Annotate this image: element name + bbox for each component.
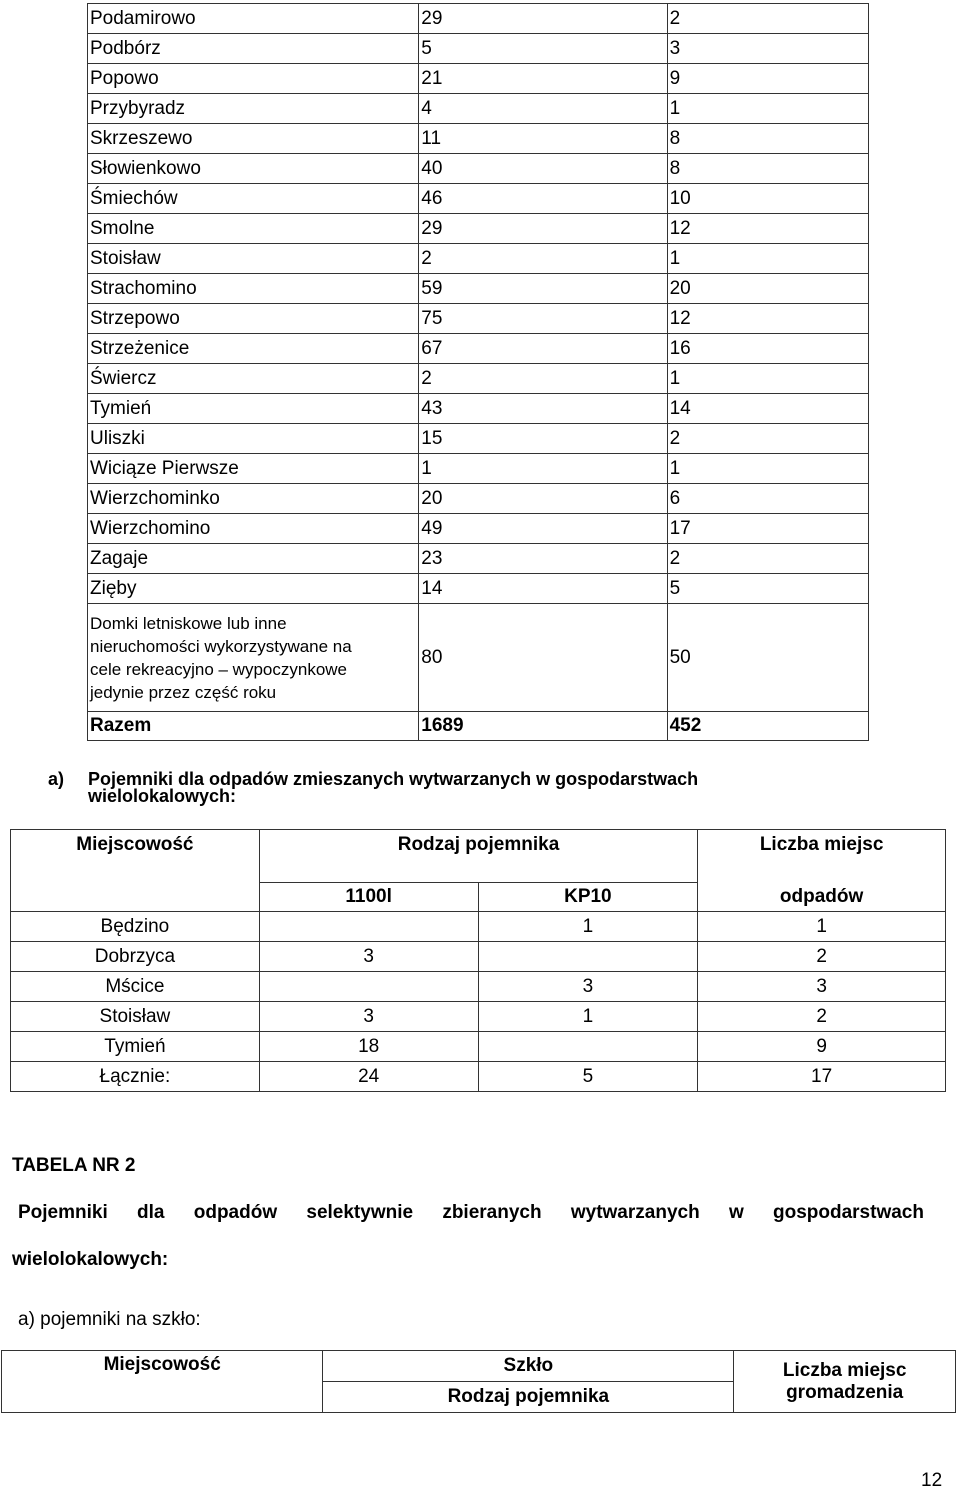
- table-row: [88, 574, 869, 604]
- table-row-domki: [88, 604, 869, 712]
- total-value-1: 1689: [419, 712, 667, 741]
- value-col2: 12: [667, 214, 868, 244]
- table-row: [88, 544, 869, 574]
- description-word: dla: [137, 1202, 165, 1223]
- t3-header-rodzaj: Rodzaj pojemnika: [323, 1382, 734, 1413]
- table-row: [88, 334, 869, 364]
- description-word: w: [728, 1202, 744, 1223]
- domki-value-1: 80: [419, 604, 667, 712]
- locality-name: Strachomino: [88, 274, 419, 304]
- locality-name: Słowienkowo: [88, 154, 419, 184]
- value-col2: 2: [667, 424, 868, 454]
- table-row: [88, 154, 869, 184]
- domki-line4: jedynie przez część roku: [90, 682, 277, 702]
- value-col1: 40: [419, 154, 667, 184]
- table-row: [88, 64, 869, 94]
- value-col1: 14: [419, 574, 667, 604]
- count-kp10: 5: [478, 1062, 698, 1092]
- count-places: 1: [698, 912, 946, 942]
- value-col1: 11: [419, 124, 667, 154]
- table-row: [88, 304, 869, 334]
- description-line-2: wielolokalowych:: [12, 1249, 169, 1270]
- value-col2: 9: [667, 64, 868, 94]
- value-col1: 1: [419, 454, 667, 484]
- locality-name: Stoisław: [11, 1002, 260, 1032]
- table-row: [88, 394, 869, 424]
- count-1100l: [259, 912, 478, 942]
- section-a-line2: wielolokalowych:: [88, 786, 237, 806]
- total-label: Razem: [88, 712, 419, 741]
- locality-name: Tymień: [11, 1032, 260, 1062]
- table-row: [88, 484, 869, 514]
- table-row: [88, 94, 869, 124]
- table-row: [88, 514, 869, 544]
- header-miejscowosc: Miejscowość: [11, 830, 260, 883]
- table-row: [11, 912, 946, 942]
- glass-containers-table: [1, 1350, 956, 1413]
- table-row: [11, 972, 946, 1002]
- count-1100l: 24: [259, 1062, 478, 1092]
- domki-line1: Domki letniskowe lub inne: [90, 613, 287, 633]
- t3-header-liczba: [734, 1351, 956, 1413]
- value-col1: 5: [419, 34, 667, 64]
- description-line-1: [18, 1202, 924, 1224]
- value-col2: 5: [667, 574, 868, 604]
- tabela-nr-heading: TABELA NR 2: [12, 1155, 136, 1176]
- description-word: gospodarstwach: [773, 1202, 924, 1223]
- table-row: [88, 124, 869, 154]
- t3-header-szklo: Szkło: [323, 1351, 734, 1382]
- count-kp10: [478, 1032, 698, 1062]
- count-kp10: [478, 942, 698, 972]
- value-col1: 2: [419, 364, 667, 394]
- value-col1: 43: [419, 394, 667, 424]
- locality-name: Strzepowo: [88, 304, 419, 334]
- value-col2: 17: [667, 514, 868, 544]
- locality-name: Wiciąze Pierwsze: [88, 454, 419, 484]
- value-col2: 3: [667, 34, 868, 64]
- value-col2: 1: [667, 364, 868, 394]
- value-col2: 1: [667, 244, 868, 274]
- table2-header-row-1: [11, 830, 946, 883]
- count-1100l: 3: [259, 942, 478, 972]
- value-col2: 6: [667, 484, 868, 514]
- domki-line2: nieruchomości wykorzystywane na: [90, 636, 352, 656]
- domki-value-2: 50: [667, 604, 868, 712]
- table-row: [88, 424, 869, 454]
- header-kp10: KP10: [478, 883, 698, 912]
- locality-name: Wierzchominko: [88, 484, 419, 514]
- value-col2: 1: [667, 94, 868, 124]
- t3-liczba-line2: gromadzenia: [786, 1381, 904, 1403]
- value-col1: 4: [419, 94, 667, 124]
- table-row: [88, 454, 869, 484]
- table-row: [88, 244, 869, 274]
- table-row: [88, 184, 869, 214]
- value-col1: 49: [419, 514, 667, 544]
- value-col2: 12: [667, 304, 868, 334]
- mixed-waste-containers-table: [10, 829, 946, 1092]
- value-col1: 29: [419, 4, 667, 34]
- value-col2: 1: [667, 454, 868, 484]
- locality-name: Zagaje: [88, 544, 419, 574]
- table-row: [88, 364, 869, 394]
- count-kp10: 1: [478, 1002, 698, 1032]
- table-row: [88, 214, 869, 244]
- locality-name: Strzeżenice: [88, 334, 419, 364]
- description-word: wytwarzanych: [570, 1202, 700, 1223]
- locality-name: Śmiechów: [88, 184, 419, 214]
- locality-name: Dobrzyca: [11, 942, 260, 972]
- description-word: zbieranych: [442, 1202, 542, 1223]
- locality-name: Wierzchomino: [88, 514, 419, 544]
- locality-name: Tymień: [88, 394, 419, 424]
- value-col1: 23: [419, 544, 667, 574]
- domki-label: [88, 604, 419, 712]
- total-value-2: 452: [667, 712, 868, 741]
- count-1100l: 3: [259, 1002, 478, 1032]
- count-1100l: [259, 972, 478, 1002]
- count-1100l: 18: [259, 1032, 478, 1062]
- section-a-heading: [48, 771, 698, 805]
- value-col1: 29: [419, 214, 667, 244]
- value-col2: 2: [667, 4, 868, 34]
- subsection-glass: a) pojemniki na szkło:: [18, 1309, 201, 1330]
- header-empty-cell: [11, 883, 260, 912]
- count-places: 9: [698, 1032, 946, 1062]
- count-places: 3: [698, 972, 946, 1002]
- header-odpadow: odpadów: [698, 883, 946, 912]
- t3-header-miejscowosc: Miejscowość: [2, 1351, 323, 1413]
- table2-header-row-2: [11, 883, 946, 912]
- count-places: 2: [698, 1002, 946, 1032]
- description-word: selektywnie: [306, 1202, 414, 1223]
- locality-name: Stoisław: [88, 244, 419, 274]
- count-kp10: 3: [478, 972, 698, 1002]
- locality-name: Skrzeszewo: [88, 124, 419, 154]
- value-col1: 15: [419, 424, 667, 454]
- locality-name: Przybyradz: [88, 94, 419, 124]
- locality-name: Popowo: [88, 64, 419, 94]
- value-col1: 46: [419, 184, 667, 214]
- value-col1: 67: [419, 334, 667, 364]
- value-col1: 21: [419, 64, 667, 94]
- table-row-total: [88, 712, 869, 741]
- value-col2: 16: [667, 334, 868, 364]
- table-row: [88, 4, 869, 34]
- locality-name: Będzino: [11, 912, 260, 942]
- table-row: [11, 1002, 946, 1032]
- header-rodzaj-pojemnika: Rodzaj pojemnika: [259, 830, 697, 883]
- value-col1: 20: [419, 484, 667, 514]
- locality-name: Podbórz: [88, 34, 419, 64]
- table3-header-row-1: [2, 1351, 956, 1382]
- section-a-label: a): [48, 769, 65, 789]
- table-row: [11, 1032, 946, 1062]
- count-places: 2: [698, 942, 946, 972]
- value-col1: 59: [419, 274, 667, 304]
- count-kp10: 1: [478, 912, 698, 942]
- t3-liczba-line1: Liczba miejsc: [782, 1359, 907, 1381]
- waste-table-localities: [87, 3, 869, 741]
- value-col2: 20: [667, 274, 868, 304]
- table-row: [88, 34, 869, 64]
- table-row: [11, 1062, 946, 1092]
- description-word: odpadów: [193, 1202, 278, 1223]
- table-row: [88, 274, 869, 304]
- description-word: Pojemniki: [18, 1202, 108, 1223]
- value-col2: 2: [667, 544, 868, 574]
- locality-name: Podamirowo: [88, 4, 419, 34]
- domki-line3: cele rekreacyjno – wypoczynkowe: [90, 659, 348, 679]
- table-row: [11, 942, 946, 972]
- header-liczba-miejsc: Liczba miejsc: [698, 830, 946, 883]
- header-1100l: 1100l: [259, 883, 478, 912]
- page-number: 12: [921, 1470, 943, 1491]
- locality-name: Zięby: [88, 574, 419, 604]
- value-col2: 14: [667, 394, 868, 424]
- locality-name: Świercz: [88, 364, 419, 394]
- value-col1: 75: [419, 304, 667, 334]
- value-col2: 10: [667, 184, 868, 214]
- value-col2: 8: [667, 124, 868, 154]
- value-col1: 2: [419, 244, 667, 274]
- value-col2: 8: [667, 154, 868, 184]
- locality-name: Uliszki: [88, 424, 419, 454]
- locality-name: Łącznie:: [11, 1062, 260, 1092]
- locality-name: Mścice: [11, 972, 260, 1002]
- count-places: 17: [698, 1062, 946, 1092]
- section-a-line1: Pojemniki dla odpadów zmieszanych wytwarzanych w gospodarstwach: [88, 769, 699, 789]
- locality-name: Smolne: [88, 214, 419, 244]
